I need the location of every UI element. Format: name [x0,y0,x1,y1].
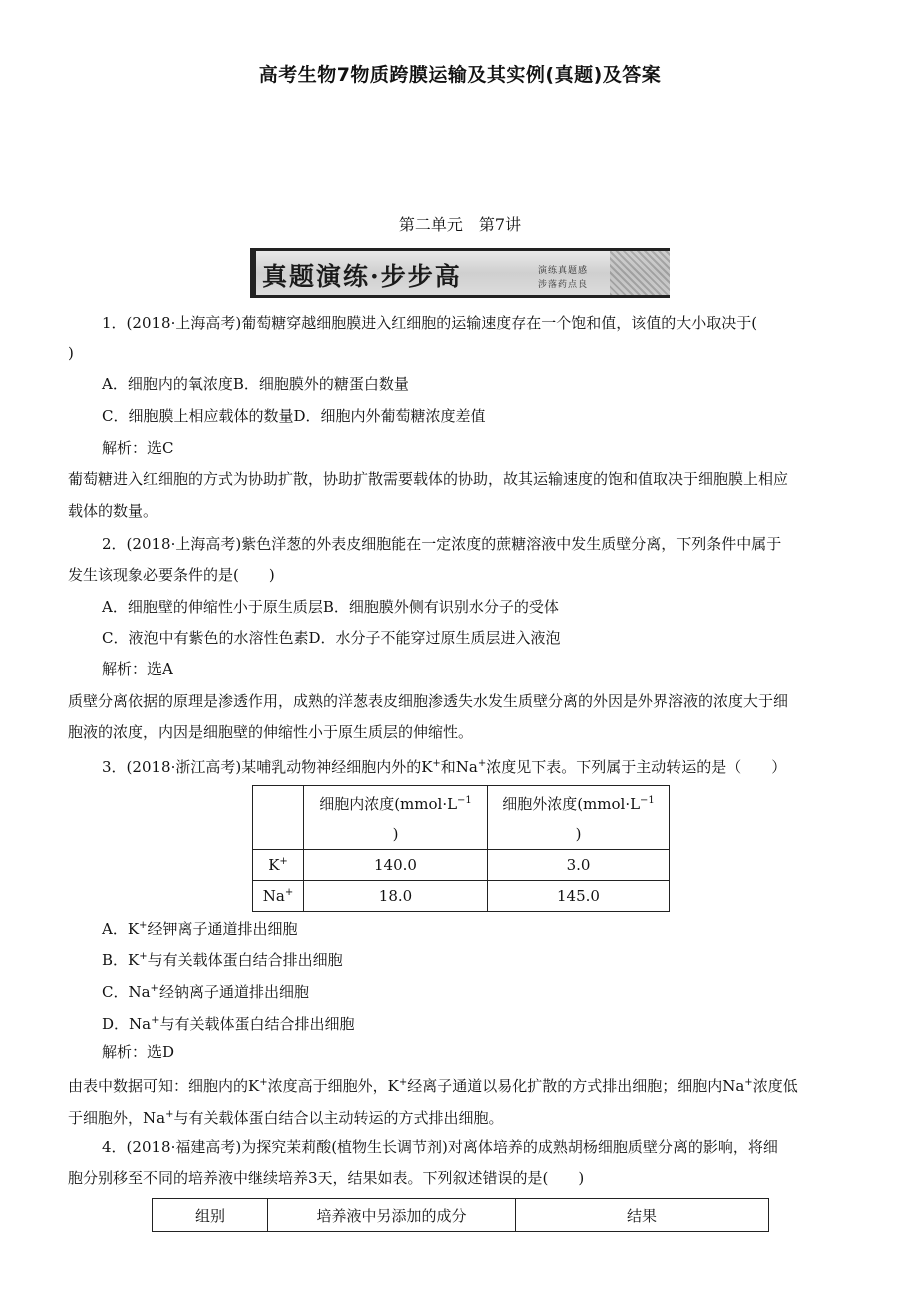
outside-value-cell: 3.0 [488,850,670,881]
document-title: 高考生物7物质跨膜运输及其实例(真题)及答案 [258,64,662,86]
table-header-row [253,786,670,850]
q3-stem: 3．(2018·浙江高考)某哺乳动物神经细胞内外的K+和Na+浓度见下表。下列属于主动转运的是（ ） [102,758,787,776]
table-corner-cell [253,786,304,850]
q2-explanation-line2: 胞液的浓度，内因是细胞壁的伸缩性小于原生质层的伸缩性。 [68,723,474,741]
banner-subtitle-top: 演练真题感 [538,266,589,276]
q1-options-cd: C．细胞膜上相应载体的数量D．细胞内外葡萄糖浓度差值 [102,407,486,425]
q1-stem-line1: 1．(2018·上海高考)葡萄糖穿越细胞膜进入红细胞的运输速度存在一个饱和值，该值的大小取决于( [102,314,758,332]
superscript-plus: + [477,758,487,769]
ion-cell: Na+ [253,881,304,912]
q1-stem-line2: ) [68,344,74,362]
ion-concentration-table [252,785,670,912]
header-added-component: 培养液中另添加的成分 [268,1199,516,1232]
q2-answer: 解析：选A [102,660,173,678]
ion-cell: K+ [253,850,304,881]
q3-option-a: A．K+经钾离子通道排出细胞 [102,920,298,938]
header-result: 结果 [516,1199,769,1232]
banner-decoration [610,251,670,295]
table-row [253,850,670,881]
table-header-row [153,1199,769,1232]
banner-subtitle-bottom: 涉落药点良 [538,280,589,290]
header-inside-concentration: 细胞内浓度($mmol\cdot L^{-1}$ ) [304,786,488,850]
inside-value-cell: 18.0 [304,881,488,912]
q2-explanation-line1: 质壁分离依据的原理是渗透作用，成熟的洋葱表皮细胞渗透失水发生质壁分离的外因是外界溶液的浓度大于细 [68,692,789,710]
q3-explanation-line2: 于细胞外，Na+与有关载体蛋白结合以主动转运的方式排出细胞。 [68,1109,504,1127]
banner-title: 真题演练·步步高 [262,262,462,291]
table-row [253,881,670,912]
q4-stem-line1: 4．(2018·福建高考)为探究茉莉酸(植物生长调节剂)对离体培养的成熟胡杨细胞质壁分离的影响，将细 [102,1138,778,1156]
q4-stem-line2: 胞分别移至不同的培养液中继续培养3天，结果如表。下列叙述错误的是( ) [68,1169,585,1187]
inside-value-cell: 140.0 [304,850,488,881]
q1-explanation-line2: 载体的数量。 [68,502,159,520]
outside-value-cell: 145.0 [488,881,670,912]
banner-left-bar [250,248,256,298]
q3-explanation-line1: 由表中数据可知：细胞内的K+浓度高于细胞外，K+经离子通道以易化扩散的方式排出细胞；细胞内Na+浓度低 [68,1077,798,1095]
q3-option-d: D．Na+与有关载体蛋白结合排出细胞 [102,1015,355,1033]
unit-heading: 第二单元 第7讲 [398,215,522,234]
superscript-plus: + [432,758,441,769]
q3-option-c: C．Na+经钠离子通道排出细胞 [102,983,309,1001]
q3-answer: 解析：选D [102,1043,175,1061]
q2-stem-line1: 2．(2018·上海高考)紫色洋葱的外表皮细胞能在一定浓度的蔗糖溶液中发生质壁分离，下列条件中属于 [102,535,782,553]
q1-answer: 解析：选C [102,439,174,457]
q1-explanation-line1: 葡萄糖进入红细胞的方式为协助扩散，协助扩散需要载体的协助，故其运输速度的饱和值取决于细胞膜上相应 [68,470,789,488]
q2-stem-line2: 发生该现象必要条件的是( ) [68,566,275,584]
q1-options-ab: A．细胞内的氧浓度B．细胞膜外的糖蛋白数量 [102,375,409,393]
q2-options-cd: C．液泡中有紫色的水溶性色素D．水分子不能穿过原生质层进入液泡 [102,629,561,647]
header-outside-concentration: 细胞外浓度($mmol\cdot L^{-1}$ ) [488,786,670,850]
q2-options-ab: A．细胞壁的伸缩性小于原生质层B．细胞膜外侧有识别水分子的受体 [102,598,559,616]
q3-option-b: B．K+与有关载体蛋白结合排出细胞 [102,951,343,969]
section-banner [250,248,670,298]
experiment-table [152,1198,769,1232]
header-group: 组别 [153,1199,268,1232]
